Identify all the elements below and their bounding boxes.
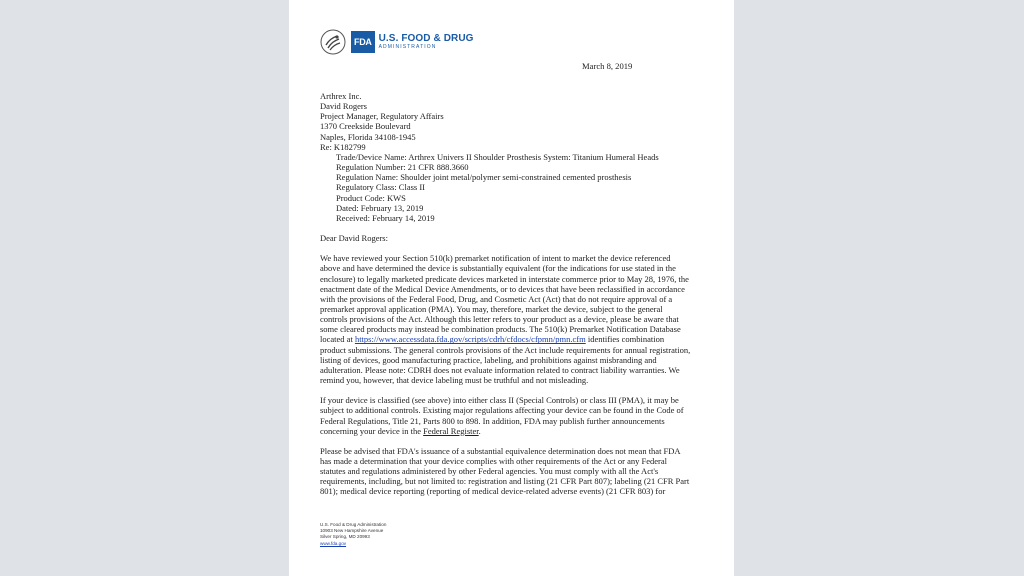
re-line: Regulation Number: 21 CFR 888.3660 xyxy=(336,162,469,173)
re-line: Received: February 14, 2019 xyxy=(336,212,435,223)
paragraph-line: enclosure) to legally marketed predicate devices marketed in interstate commerce prior to May 28, 1976, the xyxy=(320,273,689,284)
footer-line: Silver Spring, MD 20993 xyxy=(320,534,370,540)
fda-wordmark xyxy=(379,33,474,51)
paragraph-line: listing of devices, good manufacturing practice, labeling, and prohibitions against misbranding and xyxy=(320,354,657,365)
paragraph-line: If your device is classified (see above) into either class II (Special Controls) or class III (PMA), it may be xyxy=(320,395,679,406)
address-line: Naples, Florida 34108-1945 xyxy=(320,131,416,142)
paragraph-line: product submissions. The general controls provisions of the Act include requirements for annual registration, xyxy=(320,344,691,355)
link-prefix: located at xyxy=(320,334,355,345)
footer-line: U.S. Food & Drug Administration xyxy=(320,522,387,527)
paragraph-line: above and have determined the device is substantially equivalent (for the indications for use stated in the xyxy=(320,263,676,274)
fda-box-logo: FDA xyxy=(351,31,375,53)
fda-subtitle: ADMINISTRATION xyxy=(378,44,437,50)
re-line: Product Code: KWS xyxy=(336,192,406,203)
federal-register-text: Federal Register xyxy=(423,425,479,436)
re-line: Regulatory Class: Class II xyxy=(336,182,426,193)
pmn-database-link[interactable]: https://www.accessdata.fda.gov/scripts/cdrh/cfdocs/cfpmn/pmn.cfm xyxy=(354,334,586,345)
re-k-number: Re: K182799 xyxy=(320,141,366,152)
paragraph-1 xyxy=(320,253,710,385)
paragraph-line: Please be advised that FDA's issuance of a substantial equivalence determination does not mean that FDA xyxy=(320,445,681,456)
paragraph-line: Federal Regulations, Title 21, Parts 800 to 898. In addition, FDA may publish further announcements xyxy=(320,415,665,426)
link-suffix: identifies combination xyxy=(585,334,665,345)
paragraph-line: controls provisions of the Act. Although this letter refers to your product as a device, please be aware that xyxy=(320,314,679,325)
footer-url-link[interactable]: www.fda.gov xyxy=(320,540,347,546)
fda-logo xyxy=(320,28,474,56)
paragraph-line: 801); medical device reporting (reporting of medical device-related adverse events) (21 CFR 803) for xyxy=(320,486,666,497)
paragraph-line xyxy=(320,426,710,436)
paragraph-line: has made a determination that your device complies with other requirements of the Act or any Federal xyxy=(320,456,667,466)
letter-footer xyxy=(320,522,386,547)
period: . xyxy=(478,425,481,436)
paragraph-line: adulteration. Please note: CDRH does not evaluate information related to contract liability warranties. We xyxy=(320,364,680,375)
re-line: Dated: February 13, 2019 xyxy=(336,202,424,213)
paragraph-line: premarket approval application (PMA). You may, therefore, market the device, subject to the general xyxy=(320,303,663,314)
paragraph-line: remind you, however, that device labeling must be truthful and not misleading. xyxy=(320,375,589,386)
address-line: David Rogers xyxy=(320,101,367,112)
paragraph-line: statutes and regulations administered by other Federal agencies. You must comply with all the Act's xyxy=(320,466,659,477)
letter-page xyxy=(289,0,734,576)
address-line: Project Manager, Regulatory Affairs xyxy=(320,111,444,122)
letter-date: March 8, 2019 xyxy=(582,61,633,71)
paragraph-line: some cleared products may instead be combination products. The 510(k) Premarket Notification Database xyxy=(320,324,681,335)
paragraph-3 xyxy=(320,446,710,497)
address-line: Arthrex Inc. xyxy=(320,91,362,101)
paragraph-line-with-link xyxy=(320,334,710,344)
letter-body xyxy=(320,91,710,497)
re-line: Regulation Name: Shoulder joint metal/polymer semi-constrained cemented prosthesis xyxy=(336,172,632,183)
hhs-seal-icon xyxy=(320,29,346,55)
footer-line: 10903 New Hampshire Avenue xyxy=(320,528,384,534)
paragraph-line: enactment date of the Medical Device Amendments, or to devices that have been reclassified in accordance xyxy=(320,283,685,294)
re-line: Trade/Device Name: Arthrex Univers II Shoulder Prosthesis System: Titanium Humeral Heads xyxy=(336,151,659,162)
recipient-address xyxy=(320,91,710,142)
address-line: 1370 Creekside Boulevard xyxy=(320,121,411,132)
paragraph-line: with the provisions of the Federal Food, Drug, and Cosmetic Act (Act) that do not require approval of a xyxy=(320,293,673,304)
paragraph-line: requirements, including, but not limited to: registration and listing (21 CFR Part 807); labeling (21 CFR Part xyxy=(320,476,690,487)
salutation: Dear David Rogers: xyxy=(320,233,388,244)
re-block xyxy=(320,142,710,223)
paragraph-2 xyxy=(320,395,710,436)
paragraph-line: We have reviewed your Section 510(k) premarket notification of intent to market the device referenced xyxy=(320,253,671,264)
paragraph-line: subject to additional controls. Existing major regulations affecting your device can be found in the Code of xyxy=(320,405,684,416)
fda-name: U.S. FOOD & DRUG xyxy=(378,33,474,44)
federal-register-prefix: concerning your device in the xyxy=(320,425,424,436)
